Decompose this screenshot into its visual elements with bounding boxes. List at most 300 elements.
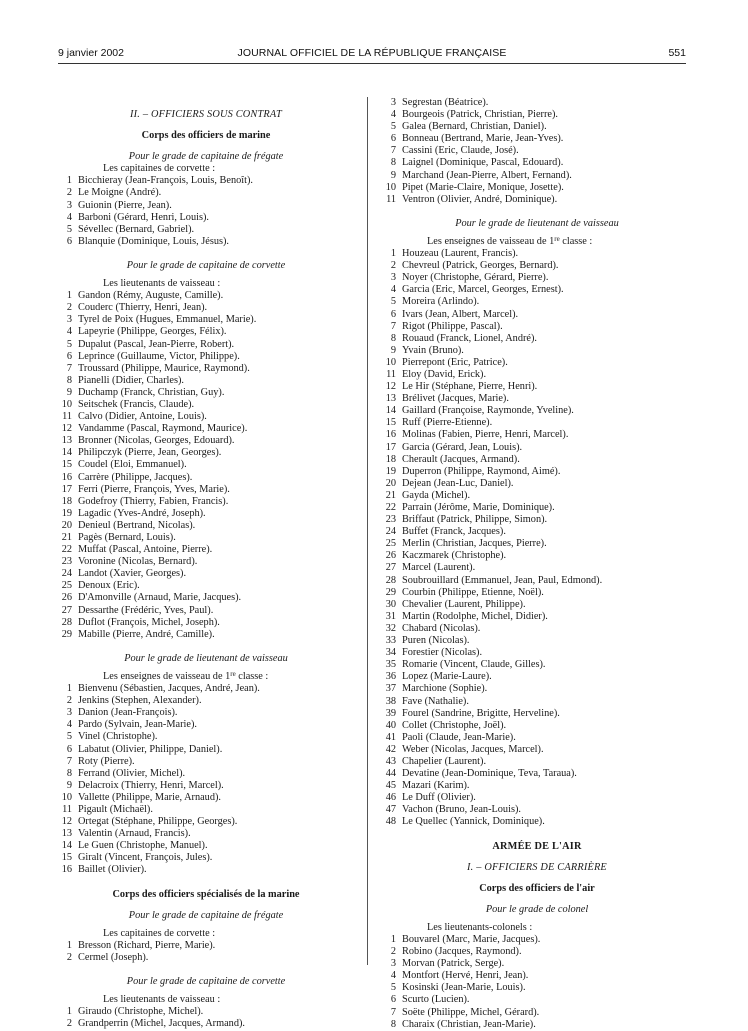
rank-number: 40 xyxy=(385,719,396,731)
spacer xyxy=(58,121,354,130)
rank-number: 4 xyxy=(390,109,396,121)
list-item xyxy=(58,520,354,532)
list-item xyxy=(382,816,692,828)
rank-number: 5 xyxy=(66,338,72,350)
rank-number: 20 xyxy=(61,519,72,531)
list-item xyxy=(58,423,354,435)
column-divider xyxy=(367,97,368,965)
list-item xyxy=(58,302,354,314)
officer-name: Philipczyk (Pierre, Jean, Georges). xyxy=(78,447,222,459)
rank-number: 7 xyxy=(390,145,396,157)
rank-number: 9 xyxy=(66,386,72,398)
officer-name: Pigault (Michaël). xyxy=(78,803,153,815)
rank-number: 1 xyxy=(66,683,72,695)
officer-name: Cermel (Joseph). xyxy=(78,951,149,963)
rank-number: 25 xyxy=(385,538,396,550)
rank-number: 33 xyxy=(385,635,396,647)
rank-number: 4 xyxy=(66,326,72,338)
list-item xyxy=(382,429,692,441)
rank-number: 41 xyxy=(385,731,396,743)
rank-number: 7 xyxy=(390,1006,396,1018)
rank-number: 27 xyxy=(385,562,396,574)
list-item xyxy=(382,792,692,804)
officer-name: Baillet (Olivier). xyxy=(78,864,147,876)
rank-number: 14 xyxy=(61,447,72,459)
rank-number: 9 xyxy=(66,779,72,791)
rank-number: 1 xyxy=(66,939,72,951)
list-item xyxy=(58,952,354,964)
officer-name: Romarie (Vincent, Claude, Gilles). xyxy=(402,659,546,671)
officer-name: Mazari (Karim). xyxy=(402,780,470,792)
rank-number: 8 xyxy=(390,332,396,344)
list-item xyxy=(58,411,354,423)
list-item xyxy=(382,369,692,381)
rank-number: 7 xyxy=(66,755,72,767)
officer-name: Le Quellec (Yannick, Dominique). xyxy=(402,816,545,828)
officer-name: Pipet (Marie-Claire, Monique, Josette). xyxy=(402,181,564,193)
list-item xyxy=(58,290,354,302)
grade-heading: Pour le grade de capitaine de frégate xyxy=(128,909,284,921)
list-item xyxy=(58,472,354,484)
rank-number: 1 xyxy=(66,290,72,302)
officer-name: Giralt (Vincent, François, Jules). xyxy=(78,852,213,864)
rank-number: 13 xyxy=(61,828,72,840)
rank-number: 5 xyxy=(390,982,396,994)
list-item xyxy=(58,864,354,876)
rank-number: 28 xyxy=(61,616,72,628)
list-item xyxy=(382,683,692,695)
list-item xyxy=(58,447,354,459)
officer-name: Yvain (Bruno). xyxy=(402,344,464,356)
officer-name: Roty (Pierre). xyxy=(78,755,135,767)
list-item xyxy=(58,544,354,556)
list-item xyxy=(382,732,692,744)
officer-name: Collet (Christophe, Joël). xyxy=(402,719,507,731)
officer-name: Duchamp (Franck, Christian, Guy). xyxy=(78,386,225,398)
officer-name: Coudel (Eloi, Emmanuel). xyxy=(78,459,187,471)
list-item xyxy=(382,296,692,308)
section-heading: Corps des officiers de marine xyxy=(141,130,271,142)
spacer xyxy=(382,829,692,841)
grade-heading: Pour le grade de lieutenant de vaisseau xyxy=(124,652,288,664)
rank-number: 4 xyxy=(66,719,72,731)
officer-name: Jenkins (Stephen, Alexander). xyxy=(78,695,202,707)
officer-name: Marchione (Sophie). xyxy=(402,683,488,695)
list-item xyxy=(58,731,354,743)
list-item xyxy=(58,617,354,629)
officer-name: Bonneau (Bertrand, Marie, Jean-Yves). xyxy=(402,133,564,145)
list-item xyxy=(58,387,354,399)
rank-intro: Les capitaines de corvette : xyxy=(103,163,216,175)
rank-number: 3 xyxy=(66,314,72,326)
officer-name: Pierrepont (Eric, Patrice). xyxy=(402,356,508,368)
rank-number: 25 xyxy=(61,580,72,592)
officer-name: Voronine (Nicolas, Bernard). xyxy=(78,556,198,568)
rank-number: 26 xyxy=(61,592,72,604)
grade-heading: Pour le grade de capitaine de frégate xyxy=(128,151,284,163)
list-item xyxy=(382,958,692,970)
list-item xyxy=(382,442,692,454)
section-heading: II. – OFFICIERS SOUS CONTRAT xyxy=(130,109,282,120)
rank-number: 8 xyxy=(66,374,72,386)
list-item xyxy=(58,375,354,387)
officer-name: Kaczmarek (Christophe). xyxy=(402,550,507,562)
rank-number: 38 xyxy=(385,695,396,707)
rank-number: 8 xyxy=(66,767,72,779)
list-item xyxy=(382,97,692,109)
rank-number: 36 xyxy=(385,671,396,683)
officer-name: Blanquie (Dominique, Louis, Jésus). xyxy=(78,235,230,247)
list-item xyxy=(382,260,692,272)
grade-heading: Pour le grade de colonel xyxy=(485,903,589,915)
list-item xyxy=(58,852,354,864)
section-heading: Corps des officiers de l'air xyxy=(479,882,595,894)
officer-name: Marchand (Jean-Pierre, Albert, Fernand). xyxy=(402,169,572,181)
rank-number: 3 xyxy=(390,272,396,284)
rank-number: 34 xyxy=(385,647,396,659)
rank-number: 31 xyxy=(385,610,396,622)
officer-name: Lopez (Marie-Laure). xyxy=(402,671,492,683)
list-item xyxy=(58,744,354,756)
officer-name: Bourgeois (Patrick, Christian, Pierre). xyxy=(402,109,558,121)
rank-number: 14 xyxy=(61,840,72,852)
officer-name: Scurto (Lucien). xyxy=(402,994,470,1006)
rank-number: 2 xyxy=(66,951,72,963)
officer-name: Parrain (Jérôme, Marie, Dominique). xyxy=(402,502,555,513)
officer-name: Puren (Nicolas). xyxy=(402,635,470,647)
spacer xyxy=(58,964,354,976)
rank-number: 13 xyxy=(61,435,72,447)
rank-number: 28 xyxy=(385,574,396,586)
list-item xyxy=(382,284,692,296)
rank-number: 3 xyxy=(66,199,72,211)
officer-name: Guionin (Pierre, Jean). xyxy=(78,199,172,211)
officer-name: Denieul (Bertrand, Nicolas). xyxy=(78,519,196,531)
list-item xyxy=(58,200,354,212)
list-item xyxy=(382,133,692,145)
right-column xyxy=(382,97,692,1031)
list-item xyxy=(58,592,354,604)
rank-number: 44 xyxy=(385,768,396,780)
spacer xyxy=(58,641,354,653)
officer-name: Mabille (Pierre, André, Camille). xyxy=(78,628,215,640)
officer-name: Duperron (Philippe, Raymond, Aimé). xyxy=(402,465,561,477)
officer-name: Courbin (Philippe, Etienne, Noël). xyxy=(402,586,544,598)
list-item xyxy=(58,508,354,520)
rank-number: 19 xyxy=(385,465,396,477)
rank-number: 29 xyxy=(385,586,396,598)
rank-number: 11 xyxy=(386,368,396,380)
list-item xyxy=(58,363,354,375)
officer-name: Bicchieray (Jean-François, Louis, Benoît). xyxy=(78,175,253,187)
rank-number: 26 xyxy=(385,550,396,562)
list-item xyxy=(58,707,354,719)
list-item xyxy=(382,562,692,574)
list-item xyxy=(382,182,692,194)
officer-name: Bouvarel (Marc, Marie, Jacques). xyxy=(402,934,541,945)
rank-number: 2 xyxy=(66,695,72,707)
rank-number: 32 xyxy=(385,622,396,634)
list-item xyxy=(382,994,692,1006)
spacer xyxy=(58,97,354,109)
rank-number: 13 xyxy=(385,393,396,405)
list-item xyxy=(382,671,692,683)
rank-number: 23 xyxy=(385,514,396,526)
list-item xyxy=(382,502,692,514)
rank-number: 29 xyxy=(61,628,72,640)
officer-name: Le Guen (Christophe, Manuel). xyxy=(78,840,208,852)
list-item xyxy=(382,321,692,333)
rank-number: 7 xyxy=(66,362,72,374)
rank-number: 8 xyxy=(390,1018,396,1030)
officer-name: Chevreul (Patrick, Georges, Bernard). xyxy=(402,260,559,272)
officer-name: Duflot (François, Michel, Joseph). xyxy=(78,616,220,628)
list-item xyxy=(382,333,692,345)
list-item xyxy=(382,194,692,206)
list-item xyxy=(382,1019,692,1031)
spacer xyxy=(382,853,692,862)
rank-number: 46 xyxy=(385,792,396,804)
list-item xyxy=(58,187,354,199)
officer-name: Couderc (Thierry, Henri, Jean). xyxy=(78,302,208,314)
officer-name: Chabard (Nicolas). xyxy=(402,622,481,634)
officer-name: Gaillard (Françoise, Raymonde, Yveline). xyxy=(402,405,574,417)
officer-name: Eloy (David, Erick). xyxy=(402,368,487,380)
officer-name: Seitschek (Francis, Claude). xyxy=(78,398,195,410)
journal-title: JOURNAL OFFICIEL DE LA RÉPUBLIQUE FRANÇAISE xyxy=(237,47,507,59)
rank-number: 10 xyxy=(385,356,396,368)
rank-number: 9 xyxy=(390,169,396,181)
rank-number: 18 xyxy=(385,453,396,465)
rank-number: 16 xyxy=(61,471,72,483)
rank-number: 5 xyxy=(66,731,72,743)
list-item xyxy=(382,381,692,393)
list-item xyxy=(58,940,354,952)
list-item xyxy=(58,339,354,351)
officer-name: Dejean (Jean-Luc, Daniel). xyxy=(402,477,514,489)
rank-number: 4 xyxy=(66,211,72,223)
officer-name: Ruff (Pierre-Etienne). xyxy=(402,417,493,429)
officer-name: Weber (Nicolas, Jacques, Marcel). xyxy=(402,743,544,755)
officer-name: Pagès (Bernard, Louis). xyxy=(78,532,176,543)
rank-number: 6 xyxy=(390,133,396,145)
officer-name: Ventron (Olivier, André, Dominique). xyxy=(402,193,558,205)
rank-number: 35 xyxy=(385,659,396,671)
officer-name: Vandamme (Pascal, Raymond, Maurice). xyxy=(78,423,248,435)
left-column xyxy=(58,97,354,1030)
rank-number: 21 xyxy=(61,532,72,543)
list-item xyxy=(58,351,354,363)
spacer xyxy=(58,248,354,260)
section-heading: Corps des officiers spécialisés de la marine xyxy=(112,888,300,900)
officer-name: Morvan (Patrick, Serge). xyxy=(402,958,505,970)
rank-number: 17 xyxy=(61,483,72,495)
rank-number: 15 xyxy=(61,852,72,864)
list-item xyxy=(382,708,692,720)
rank-number: 39 xyxy=(385,707,396,719)
list-item xyxy=(58,1006,354,1018)
list-item xyxy=(382,466,692,478)
list-item xyxy=(58,532,354,544)
officer-name: Noyer (Christophe, Gérard, Pierre). xyxy=(402,272,549,284)
list-item xyxy=(58,1018,354,1030)
officer-name: Briffaut (Patrick, Philippe, Simon). xyxy=(402,514,548,526)
spacer xyxy=(382,895,692,904)
list-item xyxy=(382,490,692,502)
spacer xyxy=(58,877,354,889)
list-item xyxy=(58,175,354,187)
rank-number: 20 xyxy=(385,477,396,489)
rank-number: 42 xyxy=(385,743,396,755)
list-item xyxy=(382,345,692,357)
officer-name: Chevalier (Laurent, Philippe). xyxy=(402,598,526,610)
officer-name: Le Hir (Stéphane, Pierre, Henri). xyxy=(402,381,538,393)
list-item xyxy=(382,804,692,816)
officer-name: Dupalut (Pascal, Jean-Pierre, Robert). xyxy=(78,338,235,350)
rank-number: 8 xyxy=(390,157,396,169)
officer-name: Lagadic (Yves-André, Joseph). xyxy=(78,507,206,519)
rank-number: 27 xyxy=(61,604,72,616)
rank-intro: Les lieutenants de vaisseau : xyxy=(103,994,221,1006)
officer-name: Le Duff (Olivier). xyxy=(402,792,476,804)
rank-number: 2 xyxy=(390,946,396,958)
officer-name: Vachon (Bruno, Jean-Louis). xyxy=(402,804,521,816)
rank-number: 43 xyxy=(385,755,396,767)
officer-name: Labatut (Olivier, Philippe, Daniel). xyxy=(78,743,223,755)
officer-name: Pardo (Sylvain, Jean-Marie). xyxy=(78,719,197,731)
list-item xyxy=(382,526,692,538)
rank-number: 15 xyxy=(385,417,396,429)
list-item xyxy=(58,756,354,768)
officer-name: Dessarthe (Frédéric, Yves, Paul). xyxy=(78,604,214,616)
list-item xyxy=(382,454,692,466)
list-item xyxy=(58,840,354,852)
rank-number: 16 xyxy=(61,864,72,876)
officer-name: Gandon (Rémy, Auguste, Camille). xyxy=(78,290,224,302)
rank-intro: Les lieutenants-colonels : xyxy=(427,921,533,933)
list-item xyxy=(58,780,354,792)
rank-number: 11 xyxy=(62,411,72,423)
list-item xyxy=(58,828,354,840)
list-item xyxy=(382,272,692,284)
list-item xyxy=(58,484,354,496)
officer-name: Valentin (Arnaud, Francis). xyxy=(78,828,191,840)
list-item xyxy=(382,575,692,587)
officer-name: Vallette (Philippe, Marie, Arnaud). xyxy=(78,791,221,803)
list-item xyxy=(58,459,354,471)
rank-number: 47 xyxy=(385,804,396,816)
rank-number: 23 xyxy=(61,556,72,568)
list-item xyxy=(58,768,354,780)
page-number: 551 xyxy=(668,47,686,59)
officer-name: Fave (Nathalie). xyxy=(402,695,469,707)
officer-name: D'Amonville (Arnaud, Marie, Jacques). xyxy=(78,592,242,604)
officer-name: Soubrouillard (Emmanuel, Jean, Paul, Edmond). xyxy=(402,574,603,586)
list-item xyxy=(382,145,692,157)
rank-number: 2 xyxy=(66,1018,72,1030)
rank-number: 6 xyxy=(66,743,72,755)
list-item xyxy=(382,357,692,369)
officer-name: Buffet (Franck, Jacques). xyxy=(402,526,506,538)
rank-number: 5 xyxy=(390,121,396,133)
grade-heading: Pour le grade de lieutenant de vaisseau xyxy=(455,217,619,229)
list-item xyxy=(58,816,354,828)
officer-name: Laignel (Dominique, Pascal, Edouard). xyxy=(402,157,564,169)
rank-number: 5 xyxy=(66,223,72,235)
list-item xyxy=(382,696,692,708)
list-item xyxy=(382,635,692,647)
officer-name: Rouaud (Franck, Lionel, André). xyxy=(402,332,537,344)
list-item xyxy=(382,309,692,321)
list-item xyxy=(58,399,354,411)
officer-name: Bronner (Nicolas, Georges, Edouard). xyxy=(78,435,235,447)
list-item xyxy=(382,946,692,958)
officer-name: Le Moigne (André). xyxy=(78,187,162,199)
officer-name: Cherault (Jacques, Armand). xyxy=(402,453,520,465)
list-item xyxy=(382,611,692,623)
list-item xyxy=(58,719,354,731)
grade-heading: Pour le grade de capitaine de corvette xyxy=(126,976,286,987)
rank-number: 4 xyxy=(390,284,396,296)
list-item xyxy=(382,514,692,526)
rank-number: 1 xyxy=(66,175,72,187)
officer-name: Soëte (Philippe, Michel, Gérard). xyxy=(402,1006,540,1018)
list-item xyxy=(382,393,692,405)
list-item xyxy=(382,744,692,756)
rank-number: 6 xyxy=(66,235,72,247)
rank-number: 3 xyxy=(390,97,396,108)
officer-name: Danion (Jean-François). xyxy=(78,707,178,719)
list-item xyxy=(382,405,692,417)
officer-name: Grandperrin (Michel, Jacques, Armand). xyxy=(78,1018,245,1030)
list-item xyxy=(382,780,692,792)
list-item xyxy=(58,580,354,592)
officer-name: Galea (Bernard, Christian, Daniel). xyxy=(402,121,547,133)
rank-intro: Les enseignes de vaisseau de 1re classe : xyxy=(103,669,269,682)
list-item xyxy=(58,792,354,804)
rank-number: 14 xyxy=(385,405,396,417)
list-item xyxy=(58,496,354,508)
officer-name: Ferri (Pierre, François, Yves, Marie). xyxy=(78,483,230,495)
rank-number: 24 xyxy=(61,568,72,580)
list-item xyxy=(58,568,354,580)
officer-name: Lapeyrie (Philippe, Georges, Félix). xyxy=(78,326,227,338)
list-item xyxy=(382,756,692,768)
rank-number: 10 xyxy=(385,181,396,193)
rank-number: 15 xyxy=(61,459,72,471)
rank-number: 1 xyxy=(66,1006,72,1018)
rank-number: 11 xyxy=(62,803,72,815)
officer-name: Ferrand (Olivier, Michel). xyxy=(78,767,186,779)
officer-name: Charaix (Christian, Jean-Marie). xyxy=(402,1018,536,1030)
rank-number: 9 xyxy=(390,344,396,356)
rank-number: 3 xyxy=(390,958,396,970)
list-item xyxy=(58,556,354,568)
officer-name: Brélivet (Jacques, Marie). xyxy=(402,393,509,405)
rank-number: 12 xyxy=(61,423,72,435)
rank-number: 17 xyxy=(385,441,396,453)
list-item xyxy=(382,1007,692,1019)
officer-name: Sévellec (Bernard, Gabriel). xyxy=(78,223,195,235)
rank-number: 19 xyxy=(61,507,72,519)
rank-number: 6 xyxy=(390,308,396,320)
list-item xyxy=(382,417,692,429)
list-item xyxy=(58,236,354,248)
officer-name: Godefroy (Thierry, Fabien, Francis). xyxy=(78,495,229,507)
list-item xyxy=(382,659,692,671)
rank-intro: Les enseignes de vaisseau de 1re classe : xyxy=(427,234,593,247)
rank-number: 6 xyxy=(66,350,72,362)
